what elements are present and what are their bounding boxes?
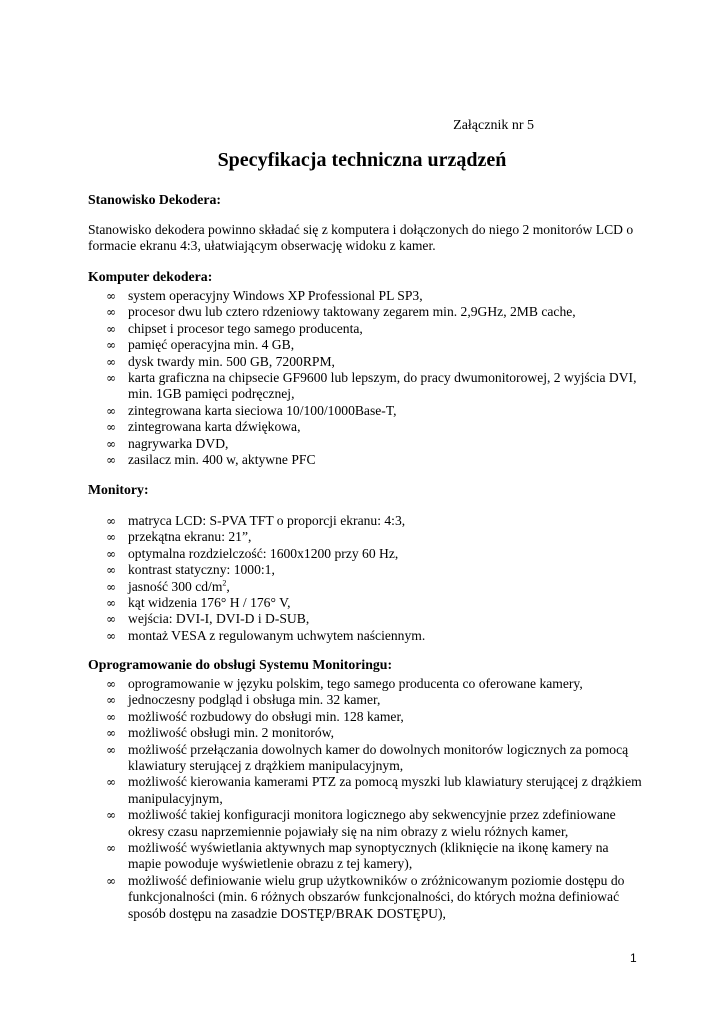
bullet-icon: ∞ [106,726,116,741]
bullet-icon: ∞ [106,693,116,708]
bullet-icon: ∞ [106,579,116,594]
list-item-continuation: klawiatury sterującej z drążkiem manipulacyjnym, [128,758,404,774]
page-number: 1 [630,951,637,965]
list-item: ∞ możliwość rozbudowy do obsługi min. 128 kamer, [106,708,404,724]
list-item: ∞ jasność 300 $cd/m^2$, [106,578,230,594]
bullet-icon: ∞ [106,371,116,386]
bullet-icon: ∞ [106,677,116,691]
list-item: ∞ możliwość kierowania kamerami PTZ za pomocą myszki lub klawiatury sterującej z drążkiem [106,774,642,790]
bullet-icon: ∞ [106,514,116,528]
list-item: ∞ jednoczesny podgląd i obsługa min. 32 kamer, [106,692,381,708]
list-item: ∞ karta graficzna na chipsecie GF9600 lub lepszym, do pracy dwumonitorowej, 2 wyjścia DVI, [106,370,637,386]
list-item: ∞ chipset i procesor tego samego producenta, [106,320,363,336]
list-item-continuation: min. 1GB pamięci podręcznej, [128,386,295,402]
list-item: ∞ matryca LCD: S-PVA TFT o proporcji ekranu: 4:3, [106,513,406,528]
list-monitors [106,513,646,644]
list-item: ∞ możliwość przełączania dowolnych kamer do dowolnych monitorów logicznych za pomocą [106,741,629,757]
bullet-icon: ∞ [106,354,116,369]
bullet-icon: ∞ [106,420,116,435]
list-item-continuation: mapie powoduje wyświetlenie obrazu z tej kamery), [128,856,413,872]
list-item: ∞ zasilacz min. 400 w, aktywne PFC [106,452,316,468]
bullet-icon: ∞ [106,628,116,643]
list-item: ∞ zintegrowana karta sieciowa 10/100/1000Base-T, [106,402,397,418]
list-item: ∞ system operacyjny Windows XP Professional PL SP3, [106,288,423,303]
list-item-continuation: okresy czasu naprzemiennie pojawiały się na nim obrazy z wielu różnych kamer, [128,823,569,839]
bullet-icon: ∞ [106,453,116,468]
list-item-continuation: funkcjonalności (min. 6 różnych obszarów funkcjonalności, do których można definiować [128,889,620,905]
list-item: ∞ możliwość wyświetlania aktywnych map synoptycznych (kliknięcie na ikonę kamery na [106,840,609,856]
bullet-icon: ∞ [106,873,116,888]
list-item-continuation: manipulacyjnym, [128,790,223,806]
list-item: ∞ wejścia: DVI-I, DVI-D i D-SUB, [106,611,310,627]
heading-monitors: Monitory: [88,482,149,497]
list-item: ∞ możliwość takiej konfiguracji monitora logicznego aby sekwencyjnie przez zdefiniowane [106,807,616,823]
bullet-icon: ∞ [106,808,116,823]
list-item-continuation: sposób dostępu na zasadzie DOSTĘP/BRAK DOSTĘPU), [128,905,446,921]
paragraph-station-line-1: Stanowisko dekodera powinno składać się z komputera i dołączonych do niego 2 monitorów LCD o [88,222,634,237]
list-item: ∞ montaż VESA z regulowanym uchwytem naściennym. [106,627,426,643]
list-item: ∞ procesor dwu lub cztero rdzeniowy taktowany zegarem min. 2,9GHz, 2MB cache, [106,304,576,320]
list-item: ∞ nagrywarka DVD, [106,435,229,451]
list-item: ∞ zintegrowana karta dźwiękowa, [106,419,301,435]
paragraph-station-line-2: formacie ekranu 4:3, ułatwiającym obserwację widoku z kamer. [88,238,436,254]
list-item: ∞ pamięć operacyjna min. 4 GB, [106,337,295,353]
list-item: ∞ kąt widzenia 176° H / 176° V, [106,595,291,611]
bullet-icon: ∞ [106,775,116,790]
bullet-icon: ∞ [106,612,116,627]
list-item: ∞ możliwość definiowanie wielu grup użytkowników o zróżnicowanym poziomie dostępu do [106,872,625,888]
annex-label: Załącznik nr 5 [453,118,534,133]
bullet-icon: ∞ [106,596,116,611]
list-computer [106,288,646,468]
list-item: ∞ oprogramowanie w języku polskim, tego samego producenta co oferowane kamery, [106,676,583,691]
page-title: Specyfikacja techniczna urządzeń [217,149,507,171]
bullet-icon: ∞ [106,546,116,561]
paragraph-station [88,222,648,255]
heading-station: Stanowisko Dekodera: [88,192,221,207]
bullet-icon: ∞ [106,436,116,451]
list-item: ∞ dysk twardy min. 500 GB, 7200RPM, [106,353,335,369]
bullet-icon: ∞ [106,338,116,353]
bullet-icon: ∞ [106,709,116,724]
list-item: ∞ możliwość obsługi min. 2 monitorów, [106,725,335,741]
bullet-icon: ∞ [106,289,116,303]
list-item: ∞ optymalna rozdzielczość: 1600x1200 przy 60 Hz, [106,545,399,561]
heading-software: Oprogramowanie do obsługi Systemu Monitoringu: [88,657,393,672]
bullet-icon: ∞ [106,530,116,545]
bullet-icon: ∞ [106,403,116,418]
bullet-icon: ∞ [106,305,116,320]
heading-computer: Komputer dekodera: [88,269,213,284]
bullet-icon: ∞ [106,742,116,757]
list-item: ∞ przekątna ekranu: 21”, [106,529,252,545]
list-software [106,676,646,922]
list-item: ∞ kontrast statyczny: 1000:1, [106,562,275,578]
bullet-icon: ∞ [106,321,116,336]
bullet-icon: ∞ [106,841,116,856]
bullet-icon: ∞ [106,563,116,578]
